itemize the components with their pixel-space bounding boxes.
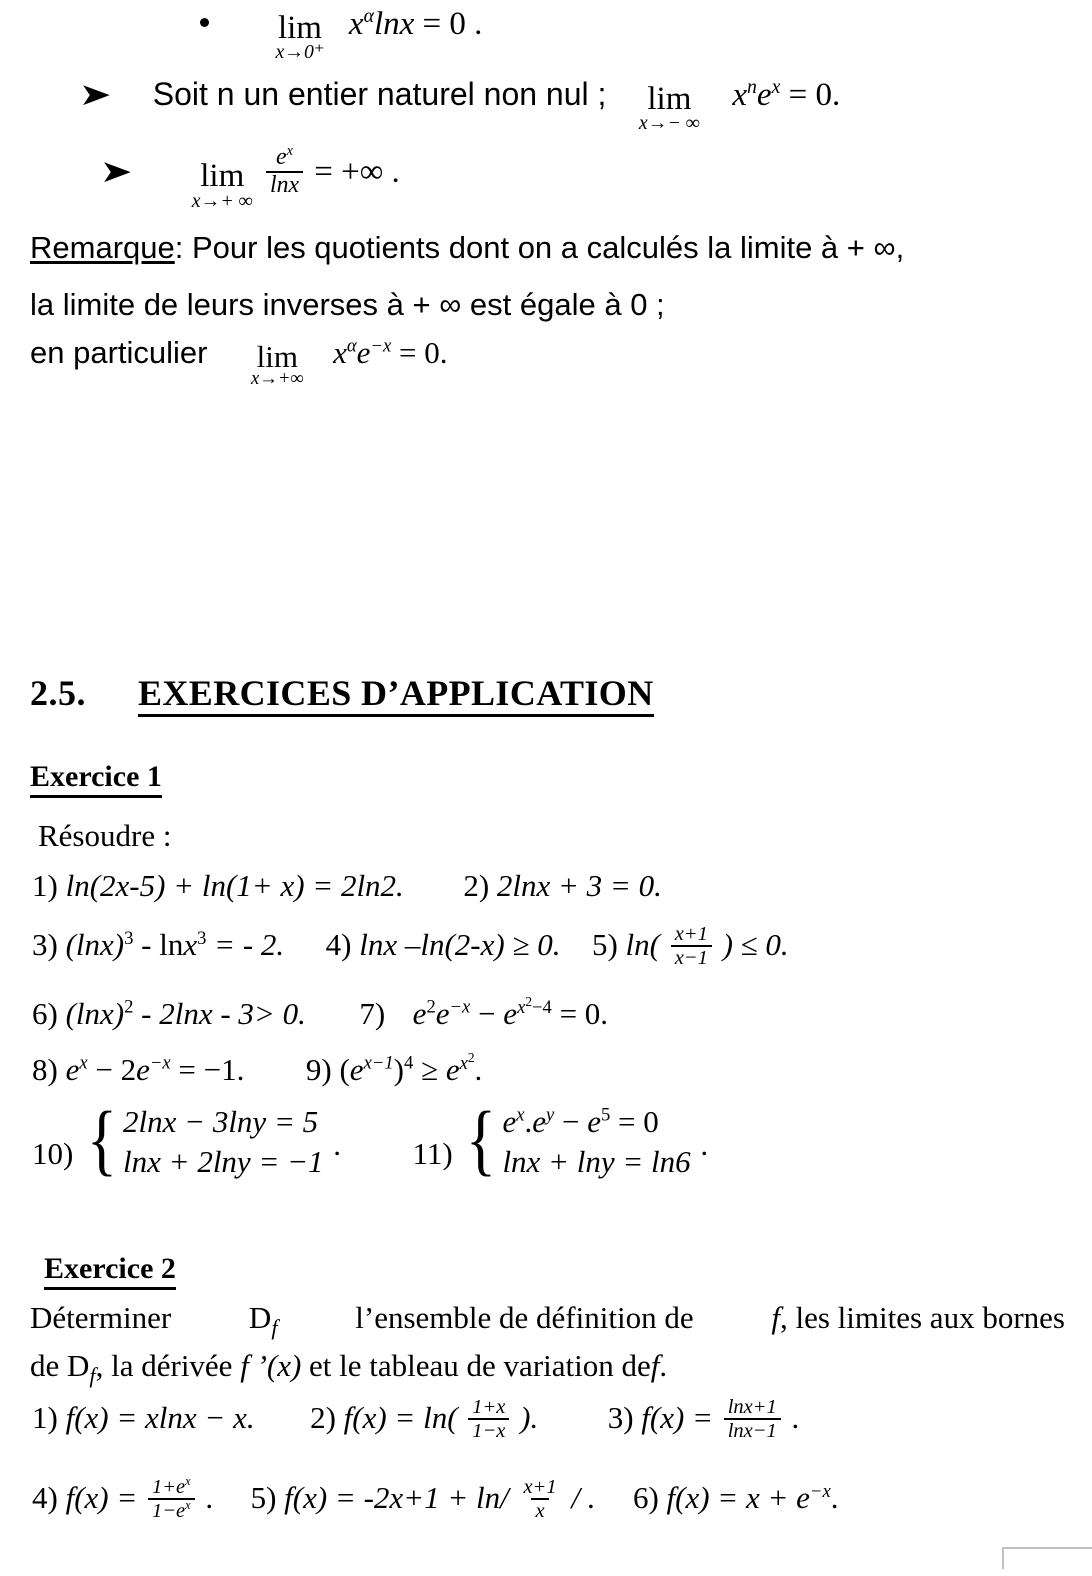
exercice-2-row-1 [32, 1395, 800, 1444]
limit-operator [275, 9, 325, 64]
instr2-D-sub-f: $D_f$ [67, 1348, 96, 1389]
func-text-1: f(x) = xlnx − x. [65, 1400, 255, 1436]
item-label-7: 7) [359, 996, 386, 1031]
limit-operator [250, 338, 304, 390]
limit-operator-label: lim [647, 80, 692, 117]
expression-e: e [356, 335, 371, 370]
expression-rest: lnx [373, 6, 415, 42]
item-7-e3-exponent: x2−4 [517, 993, 552, 1018]
expression-x: x [732, 77, 748, 113]
item-text-4: lnx –ln(2-x) ≥ 0. [359, 927, 561, 963]
fraction-numerator: x+1 [523, 1475, 557, 1498]
fraction-numerator: 1+x [472, 1395, 506, 1418]
fraction-1-plus-x-over-1-minus-x [468, 1396, 509, 1442]
item-6-exponent: 2 [124, 996, 134, 1018]
fraction-lnx-plus-1-over-lnx-minus-1 [724, 1396, 781, 1442]
limit-arrow-item-2 [99, 143, 400, 212]
expression-e: e [756, 77, 772, 113]
left-brace-icon: { [466, 1097, 497, 1185]
item-text-3c: = - 2. [214, 927, 285, 963]
item-label-4: 4) [325, 927, 352, 963]
item-label-1: 1) [32, 868, 58, 903]
item-label-10: 10) [32, 1135, 74, 1171]
instr2-period: . [659, 1348, 668, 1383]
exercice-1-row-2: 3) $(\ln x)^3 - \ln x^3$ = - 2. 4) lnx –ln(2-x) ≥ 0. 5) ln( $\frac{x+1}{x-1}$ ) ≤ 0. [32, 922, 789, 969]
exercice-1-row-4 [32, 1049, 483, 1088]
limit-operator-subscript: x→− ∞ [638, 112, 700, 135]
item-9-e1: e [349, 1052, 364, 1087]
expression-equals: = 0 . [422, 6, 483, 42]
item-11-dot: . [700, 1126, 709, 1162]
limit-operator-label: lim [200, 158, 245, 195]
item-9-ge: ≥ [421, 1052, 439, 1087]
remark-label: Remarque [30, 230, 175, 265]
expression-e-exponent: x [771, 76, 781, 98]
item-7-e2: e [435, 996, 450, 1031]
fraction-x-plus-1-over-x-minus-1 [671, 923, 712, 969]
exercice-1-row-3 [32, 993, 609, 1032]
limit-operator [191, 158, 253, 212]
func-label-6: 6) [632, 1480, 659, 1516]
limit-operator-subscript: x→+∞ [250, 368, 304, 390]
item-7-equals: = 0. [559, 996, 609, 1031]
section-number: 2.5. [30, 673, 86, 713]
expression-equals: = 0. [399, 335, 448, 370]
exercice-1-heading [30, 760, 162, 798]
expression-e-exponent: −x [370, 335, 392, 357]
item-9-end: . [474, 1052, 483, 1087]
func-text-3-post: . [791, 1400, 800, 1436]
func-text-4-post: . [205, 1480, 214, 1516]
func-text-5-pre: f(x) = -2x+1 + ln/ [284, 1480, 509, 1516]
item-8-mid: − 2 [95, 1052, 137, 1087]
item-8-e1-exponent: x [79, 1052, 88, 1074]
limit-operator-label: lim [277, 9, 322, 46]
limit-operator [638, 80, 700, 135]
expression-equals: = +∞ . [314, 154, 400, 191]
fraction-1-plus-ex-over-1-minus-ex [148, 1473, 195, 1522]
func-text-6-post: . [830, 1480, 839, 1516]
exercice-2-title: Exercice 2 [44, 1252, 176, 1290]
fraction-denominator: x [531, 1498, 548, 1522]
exercice-1-instruction: Résoudre : [38, 818, 172, 853]
limit-operator-subscript: x→+ ∞ [191, 189, 253, 212]
func-label-2: 2) [310, 1400, 336, 1436]
item-9-e2-exponent: x2 [459, 1049, 475, 1074]
item-label-2: 2) [463, 868, 490, 903]
item-7-e1-exponent: 2 [426, 996, 436, 1018]
limit-arrow-item-1 [78, 76, 841, 135]
item-9-e2: e [445, 1052, 460, 1087]
expression-equals: = 0. [788, 77, 841, 113]
fraction-denominator: x−1 [671, 945, 712, 969]
fraction-exp-over-lnx [266, 145, 303, 198]
instr2-de: de [30, 1348, 60, 1383]
item-3-exponent-b: 3 [197, 927, 207, 949]
fraction-denominator: $1-e^x$ [148, 1498, 195, 1522]
item-3-exponent-a: 3 [124, 927, 134, 949]
func-text-6-pre: f(x) = x + e [666, 1480, 810, 1516]
func-label-3: 3) [607, 1400, 634, 1436]
fraction-denominator: lnx [266, 171, 303, 199]
remark-line-3 [30, 335, 448, 390]
item-7-e3: e [503, 996, 518, 1031]
exercice-1-row-1 [32, 868, 662, 904]
remark-line-3-prefix: en particulier [30, 335, 208, 370]
item-8-e1: e [65, 1052, 80, 1087]
item-9-close-exponent: 4 [404, 1052, 414, 1074]
expression-base: x [348, 6, 364, 42]
fraction-denominator: 1−x [468, 1418, 509, 1442]
system-11-row-1: $e^x.e^y - e^5 = 0$ [502, 1104, 659, 1140]
item-9-close: ) [393, 1052, 404, 1087]
item-text-6a: (lnx) [65, 996, 125, 1031]
remark-line-2: la limite de leurs inverses à + ∞ est égale à 0 ; [30, 287, 665, 322]
system-of-equations-11 [462, 1097, 691, 1185]
item-label-8: 8) [32, 1052, 58, 1087]
item-7-e1: e [412, 996, 427, 1031]
item-7-e2-exponent: −x [449, 996, 471, 1018]
fraction-numerator: x+1 [674, 922, 708, 945]
instr2-derivee: , la dérivée [95, 1348, 233, 1383]
expression-exponent: α [363, 5, 374, 27]
item-label-9: 9) [305, 1052, 332, 1087]
item-9-open: ( [339, 1052, 350, 1087]
exercice-2-heading [44, 1252, 176, 1290]
func-label-5: 5) [250, 1480, 277, 1516]
item-9-e1-exponent: x−1 [363, 1052, 394, 1074]
item-text-6b: - 2lnx - 3> 0. [141, 996, 306, 1031]
item-label-6: 6) [32, 996, 58, 1031]
item-label-11: 11) [412, 1135, 453, 1171]
item-text-1: ln(2x-5) + ln(1+ x) = 2ln2. [65, 868, 404, 903]
remark-line-1-text: : Pour les quotients dont on a calculés la limite à + ∞, [174, 230, 905, 265]
fraction-numerator: lnx+1 [727, 1395, 777, 1418]
page-edge-artifact [1002, 1547, 1092, 1569]
fraction-denominator: lnx−1 [724, 1418, 781, 1442]
arrow-bullet-icon: ➤ [78, 77, 112, 113]
item-text-3a: (lnx) [65, 927, 125, 963]
arrow-item-1-text: Soit n un entier naturel non nul ; [152, 76, 607, 112]
arrow-bullet-icon: ➤ [99, 154, 133, 191]
item-8-equals: = −1. [178, 1052, 245, 1087]
item-10-dot: . [333, 1126, 342, 1162]
item-text-2: 2lnx + 3 = 0. [496, 868, 662, 903]
item-text-3b: - ln [141, 927, 184, 963]
func-label-4: 4) [32, 1480, 58, 1516]
expression-n: n [747, 76, 757, 98]
fraction-numerator: $e^x$ [276, 143, 293, 171]
item-text-5-pre: ln( [625, 927, 660, 963]
limit-bullet-item [200, 5, 483, 64]
func-label-1: 1) [32, 1400, 58, 1436]
instr2-f-prime: f ’(x) [240, 1348, 302, 1383]
bullet-dot-icon [200, 18, 209, 27]
func-text-4-pre: f(x) = [65, 1480, 138, 1516]
system-11-row-2: lnx + lny = ln6 [502, 1143, 691, 1179]
page-title: EXERCICES D’APPLICATION [138, 673, 654, 717]
exercice-2-instruction-line-2 [30, 1348, 667, 1389]
func-6-exponent: −x [809, 1480, 831, 1502]
item-8-e2: e [136, 1052, 150, 1087]
remark-line-1 [30, 230, 904, 266]
system-10-row-2: lnx + 2lny = −1 [123, 1143, 324, 1179]
item-8-e2-exponent: −x [149, 1052, 171, 1074]
fraction-x-plus-1-over-x [519, 1476, 560, 1522]
item-text-5-post: ) ≤ 0. [722, 927, 789, 963]
system-of-equations-10 [83, 1097, 324, 1185]
func-text-2-pre: f(x) = ln( [343, 1400, 458, 1436]
expression-alpha: α [346, 335, 357, 357]
item-label-5: 5) [591, 927, 618, 963]
exercice-2-instruction-line-1 [30, 1300, 1065, 1341]
instr-word-determiner: Déterminer [30, 1300, 172, 1335]
fraction-numerator: $1+e^x$ [152, 1473, 191, 1498]
expression-x: x [333, 335, 347, 370]
item-7-minus: − [478, 996, 496, 1031]
instr2-f: f [650, 1348, 660, 1383]
instr-D-sub-f: $D_f$ [248, 1300, 278, 1341]
instr2-tableau: et le tableau de variation de [309, 1348, 651, 1383]
instr-f-italic: f, les limites aux bornes [771, 1300, 1065, 1335]
left-brace-icon: { [86, 1097, 118, 1185]
exercice-1-title: Exercice 1 [30, 760, 162, 798]
exercice-2-row-2 [32, 1473, 839, 1524]
instr-phrase-ensemble: l’ensemble de définition de [355, 1300, 694, 1335]
func-text-5-post: / . [571, 1480, 596, 1516]
func-text-2-post: ). [520, 1400, 539, 1436]
exercice-1-row-5 [32, 1097, 709, 1185]
func-text-3-pre: f(x) = [641, 1400, 713, 1436]
limit-operator-subscript: x→0⁺ [275, 41, 325, 64]
limit-operator-label: lim [256, 338, 298, 374]
section-heading [30, 672, 654, 714]
system-10-row-1: 2lnx − 3lny = 5 [123, 1104, 319, 1140]
item-label-3: 3) [32, 927, 58, 963]
